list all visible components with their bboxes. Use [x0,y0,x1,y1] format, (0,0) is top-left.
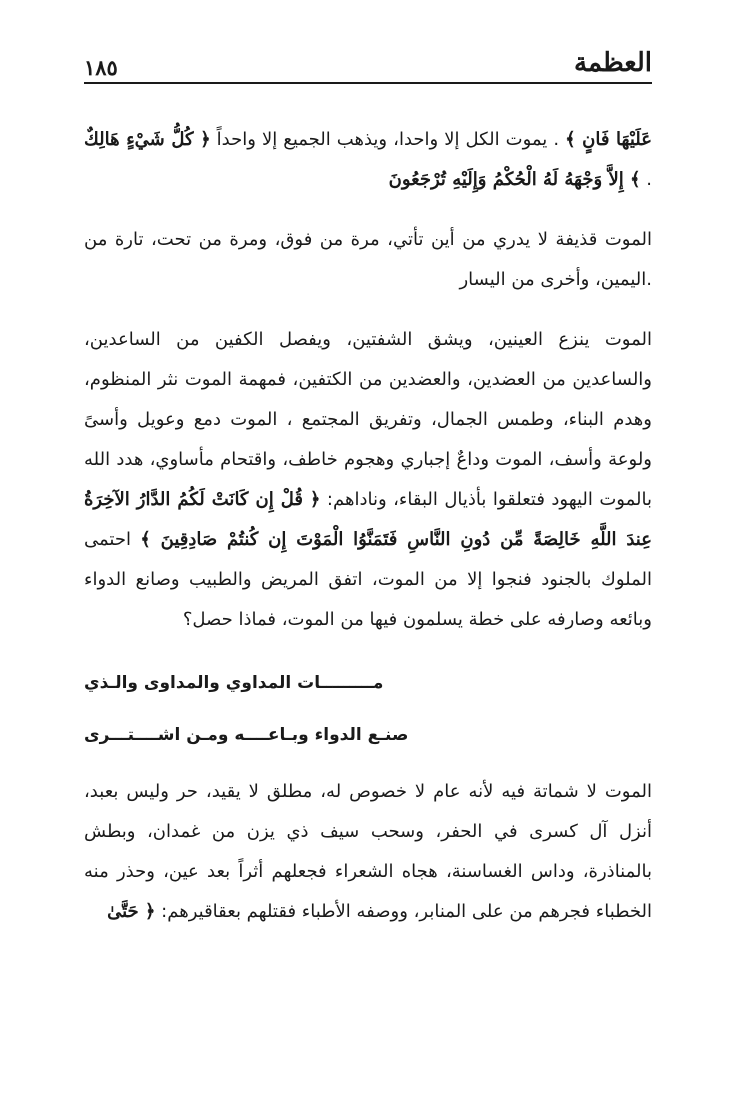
paragraph-2 [84,220,652,300]
sub-heading: صنـع الدواء وبـاعــــه ومـن اشــــتـــرى [84,725,409,745]
paragraph-text: احتمى الملوك بالجنود فنجوا إلا من الموت، اتفق المريض والطبيب وصانع الدواء وبائعه وصارفه على خطة يسلمون فيها من الموت، فماذا حصل؟ [84,529,652,630]
paragraph-text: الموت ينزع العينين، ويشق الشفتين، ويفصل الكفين من الساعدين، والساعدين من العضدين، والعضدين من الكتفين، فمهمة الموت نثر المنظوم، وهدم البناء، وطمس الجمال، وتفريق المجتمع ، الموت دمع وعويل وأسىً ولوعة وأسف، الموت وداعٌ إجباري وهجوم خاطف، واقتحام مأساوي، هدد الله بالموت اليهود فتعلقوا بأذيال البقاء، وناداهم: [84,329,652,510]
quran-verse: ﴿ قُلْ إِن كَانَتْ لَكُمُ الدَّارُ الآخِرَةُ عِندَ اللَّهِ خَالِصَةً مِّن دُونِ النَّاسِ فَتَمَنَّوُا الْمَوْتَ إِن كُنتُمْ صَادِقِينَ ﴾ [84,489,652,550]
quran-verse: ﴿ حَتَّىٰ [107,901,156,922]
body-text [84,120,652,932]
page-header [84,0,652,82]
paragraph-4 [84,772,652,932]
paragraph-text: . [640,169,652,190]
quran-verse: ﴿ كُلُّ شَيْءٍ هَالِكٌ إِلاَّ وَجْهَهُ لَهُ الْحُكْمُ وَإِلَيْهِ تُرْجَعُونَ ﴾ [84,129,641,190]
paragraph-3 [84,320,652,640]
paragraph-text: . يموت الكل إلا واحدا، ويذهب الجميع إلا واحداً [210,129,566,150]
header-rule [84,82,652,84]
page-number: ١٨٥ [84,55,118,80]
section-heading: مـــــــــات المداوي والمداوى والـذي [84,673,384,693]
paragraph-1 [84,120,652,200]
paragraph-text: الموت قذيفة لا يدري من أين تأتي، مرة من فوق، ومرة من تحت، تارة من اليمين، وأخرى من اليسار. [84,229,652,290]
quran-verse: عَلَيْهَا فَانٍ ﴾ [565,129,652,150]
paragraph-text: الموت لا شماتة فيه لأنه عام لا خصوص له، مطلق لا يقيد، حر وليس بعبد، أنزل آل كسرى في الحفر، وسحب سيف ذي يزن من غمدان، وبطش بالمناذرة، وداس الغساسنة، هجاه الشعراء فجعلهم أثراً بعد عين، وحذر منه الخطباء فجرهم من على المنابر، ووصفه الأطباء فقتلهم بعقاقيرهم: [84,781,652,922]
running-title: العظمة [574,48,652,78]
